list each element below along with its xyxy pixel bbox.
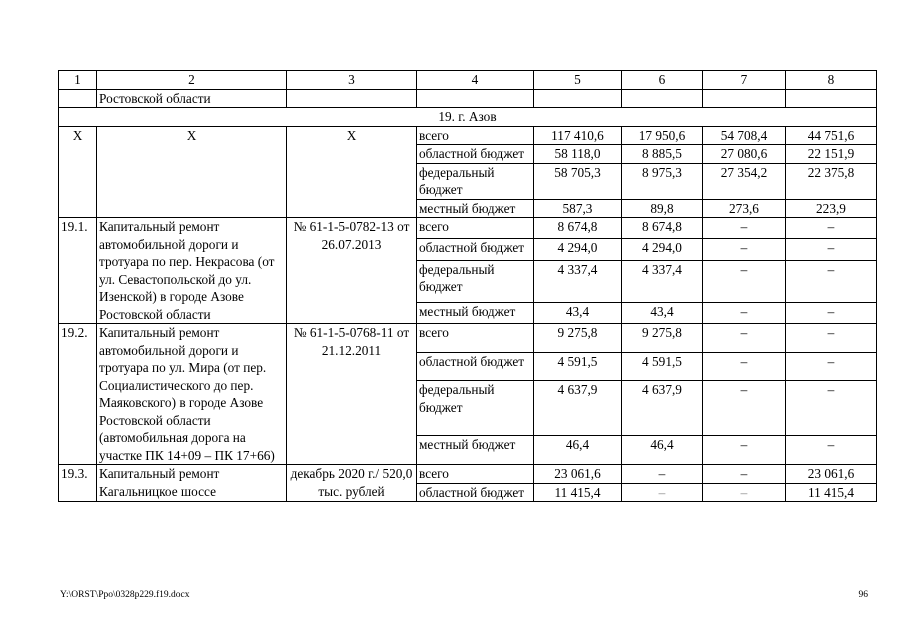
value-col-5: 43,4 [534, 302, 622, 323]
value-col-6: 4 337,4 [622, 260, 703, 302]
funding-source: федеральный бюджет [417, 260, 534, 302]
value-col-8: – [786, 324, 877, 353]
value-col-6: 8 975,3 [622, 163, 703, 199]
value-col-7: – [703, 239, 786, 260]
value-col-7: – [703, 324, 786, 353]
value-col-8: – [786, 436, 877, 465]
summary-col-2: Х [97, 126, 287, 218]
table-row [59, 324, 877, 353]
value-col-5: 58 705,3 [534, 163, 622, 199]
item-number: 19.3. [59, 465, 97, 502]
item-document: № 61-1-5-0782-13 от 26.07.2013 [287, 218, 417, 324]
value-col-6: 43,4 [622, 302, 703, 323]
value-col-7: – [703, 352, 786, 381]
value-col-6: 46,4 [622, 436, 703, 465]
value-col-6: 9 275,8 [622, 324, 703, 353]
continued-row-name: Ростовской области [97, 89, 287, 108]
value-col-6: 8 674,8 [622, 218, 703, 239]
value-col-7: 27 354,2 [703, 163, 786, 199]
value-col-5: 4 294,0 [534, 239, 622, 260]
value-col-6: 4 591,5 [622, 352, 703, 381]
value-col-5: 58 118,0 [534, 145, 622, 164]
header-col-4: 4 [417, 71, 534, 90]
item-document: № 61-1-5-0768-11 от 21.12.2011 [287, 324, 417, 465]
item-number: 19.2. [59, 324, 97, 465]
header-col-2: 2 [97, 71, 287, 90]
value-col-8: – [786, 239, 877, 260]
value-col-6: – [622, 465, 703, 484]
funding-source: всего [417, 126, 534, 145]
value-col-6: 89,8 [622, 199, 703, 218]
value-col-5: 9 275,8 [534, 324, 622, 353]
item-name: Капитальный ремонт Кагальницкое шоссе [97, 465, 287, 502]
value-col-8: 22 151,9 [786, 145, 877, 164]
funding-source: местный бюджет [417, 302, 534, 323]
funding-source: всего [417, 465, 534, 484]
value-col-6: 17 950,6 [622, 126, 703, 145]
table-row [59, 126, 877, 145]
value-col-8: – [786, 352, 877, 381]
section-title: 19. г. Азов [59, 108, 877, 127]
header-col-3: 3 [287, 71, 417, 90]
value-col-5: 4 637,9 [534, 381, 622, 436]
funding-source: местный бюджет [417, 199, 534, 218]
summary-col-3: Х [287, 126, 417, 218]
value-col-7: – [703, 381, 786, 436]
value-col-5: 117 410,6 [534, 126, 622, 145]
value-col-6: – [622, 483, 703, 502]
section-title-row [59, 108, 877, 127]
item-number: 19.1. [59, 218, 97, 324]
footer-file-path: Y:\ORST\Ppo\0328p229.f19.docx [60, 590, 190, 600]
funding-source: областной бюджет [417, 239, 534, 260]
value-col-8: 22 375,8 [786, 163, 877, 199]
value-col-7: – [703, 302, 786, 323]
item-document: декабрь 2020 г./ 520,0 тыс. рублей [287, 465, 417, 502]
value-col-7: – [703, 218, 786, 239]
funding-source: областной бюджет [417, 352, 534, 381]
value-col-7: – [703, 436, 786, 465]
value-col-5: 8 674,8 [534, 218, 622, 239]
value-col-8: 23 061,6 [786, 465, 877, 484]
value-col-7: 273,6 [703, 199, 786, 218]
value-col-8: – [786, 381, 877, 436]
funding-source: областной бюджет [417, 145, 534, 164]
item-name: Капитальный ремонт автомобильной дороги и тротуара по ул. Мира (от пер. Социалистического до пер. Маяковского) в городе Азове Ростовской области (автомобильная дорога на участке ПК 14+09 – ПК 17+66) [97, 324, 287, 465]
value-col-7: 54 708,4 [703, 126, 786, 145]
header-col-6: 6 [622, 71, 703, 90]
header-col-8: 8 [786, 71, 877, 90]
value-col-5: 23 061,6 [534, 465, 622, 484]
value-col-8: 44 751,6 [786, 126, 877, 145]
table-row [59, 465, 877, 484]
budget-table [58, 70, 877, 502]
header-col-5: 5 [534, 71, 622, 90]
header-col-7: 7 [703, 71, 786, 90]
value-col-5: 46,4 [534, 436, 622, 465]
value-col-8: – [786, 260, 877, 302]
table-row [59, 218, 877, 239]
value-col-6: 4 637,9 [622, 381, 703, 436]
value-col-8: 11 415,4 [786, 483, 877, 502]
value-col-6: 4 294,0 [622, 239, 703, 260]
funding-source: местный бюджет [417, 436, 534, 465]
value-col-5: 4 591,5 [534, 352, 622, 381]
funding-source: всего [417, 324, 534, 353]
funding-source: федеральный бюджет [417, 163, 534, 199]
value-col-6: 8 885,5 [622, 145, 703, 164]
footer-page-number: 96 [858, 590, 868, 600]
continued-row [59, 89, 877, 108]
summary-col-1: Х [59, 126, 97, 218]
value-col-8: 223,9 [786, 199, 877, 218]
value-col-7: – [703, 483, 786, 502]
item-name: Капитальный ремонт автомобильной дороги и тротуара по пер. Некрасова (от ул. Севастопольской до ул. Изенской) в городе Азове Ростовской области [97, 218, 287, 324]
value-col-5: 4 337,4 [534, 260, 622, 302]
value-col-7: – [703, 465, 786, 484]
header-row [59, 71, 877, 90]
value-col-5: 587,3 [534, 199, 622, 218]
value-col-8: – [786, 302, 877, 323]
value-col-7: 27 080,6 [703, 145, 786, 164]
funding-source: областной бюджет [417, 483, 534, 502]
funding-source: федеральный бюджет [417, 381, 534, 436]
value-col-5: 11 415,4 [534, 483, 622, 502]
value-col-8: – [786, 218, 877, 239]
header-col-1: 1 [59, 71, 97, 90]
value-col-7: – [703, 260, 786, 302]
funding-source: всего [417, 218, 534, 239]
